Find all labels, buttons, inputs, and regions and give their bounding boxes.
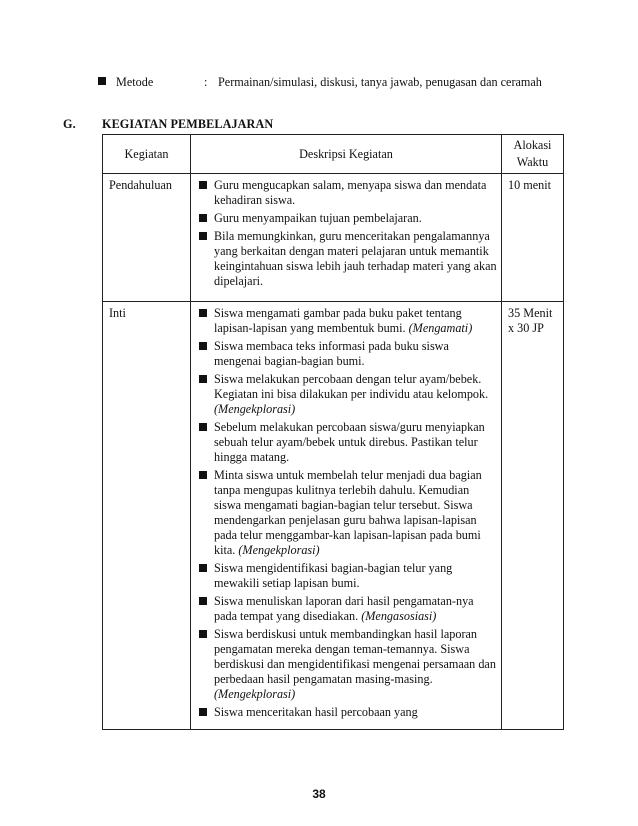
header-alokasi-line1: Alokasi [513, 138, 552, 152]
activities-table [102, 134, 564, 730]
list-item: Bila memungkinkan, guru menceritakan pengalamannya yang berkaitan dengan materi pelajaran untuk memantik keingintahuan siswa lebih jauh terhadap materi yang akan dipelajari. [197, 229, 497, 289]
list-item: Guru menyampaikan tujuan pembelajaran. [197, 211, 497, 226]
row-deskripsi [191, 302, 502, 730]
row-alokasi-line1: 35 Menit [508, 306, 553, 320]
header-kegiatan: Kegiatan [103, 135, 191, 174]
list-item: Siswa mengamati gambar pada buku paket tentang lapisan-lapisan yang membentuk bumi. (Mengamati) [197, 306, 497, 336]
metode-line [98, 75, 618, 90]
page-number: 38 [312, 787, 326, 801]
row-alokasi [502, 302, 564, 730]
row-kegiatan: Inti [103, 302, 191, 730]
list-item: Guru mengucapkan salam, menyapa siswa dan mendata kehadiran siswa. [197, 178, 497, 208]
metode-colon: : [204, 75, 208, 89]
list-item: Minta siswa untuk membelah telur menjadi dua bagian tanpa mengupas kulitnya terlebih dahulu. Kemudian siswa mengamati bagian-bagian telur tersebut. Siswa mendengarkan penjelasan guru bahwa lapisan-lapisan pada telur menggambar-kan lapisan-lapisan pada bumi kita. (Mengekplorasi) [197, 468, 497, 558]
table-row [103, 302, 564, 730]
row-alokasi [502, 174, 564, 302]
row-alokasi-line1: 10 menit [508, 178, 551, 192]
row-alokasi-line2: x 30 JP [508, 321, 544, 335]
metode-value: Permainan/simulasi, diskusi, tanya jawab, penugasan dan ceramah [218, 75, 542, 89]
list-item: Siswa menuliskan laporan dari hasil pengamatan-nya pada tempat yang disediakan. (Mengasosiasi) [197, 594, 497, 624]
list-item: Siswa menceritakan hasil percobaan yang [197, 705, 497, 720]
section-number: G. [63, 117, 76, 131]
list-item: Siswa mengidentifikasi bagian-bagian telur yang mewakili setiap lapisan bumi. [197, 561, 497, 591]
table-row [103, 174, 564, 302]
list-item: Sebelum melakukan percobaan siswa/guru menyiapkan sebuah telur ayam/bebek untuk direbus. Pastikan telur hingga matang. [197, 420, 497, 465]
list-item: Siswa membaca teks informasi pada buku siswa mengenai bagian-bagian bumi. [197, 339, 497, 369]
list-item: Siswa berdiskusi untuk membandingkan hasil laporan pengamatan mereka dengan teman-temannya. Siswa berdiskusi dan mengidentifikasi mengenai persamaan dan perbedaan hasil pengamatan masing-masing. (Mengekplorasi) [197, 627, 497, 702]
header-deskripsi: Deskripsi Kegiatan [191, 135, 502, 174]
row-kegiatan: Pendahuluan [103, 174, 191, 302]
header-alokasi [502, 135, 564, 174]
table-header-row [103, 135, 564, 174]
section-title: KEGIATAN PEMBELAJARAN [102, 117, 274, 131]
section-heading [63, 117, 273, 132]
row-deskripsi [191, 174, 502, 302]
square-bullet-icon [98, 77, 106, 85]
list-item: Siswa melakukan percobaan dengan telur ayam/bebek. Kegiatan ini bisa dilakukan per individu atau kelompok. (Mengekplorasi) [197, 372, 497, 417]
metode-label: Metode [116, 75, 154, 89]
header-alokasi-line2: Waktu [516, 155, 549, 169]
